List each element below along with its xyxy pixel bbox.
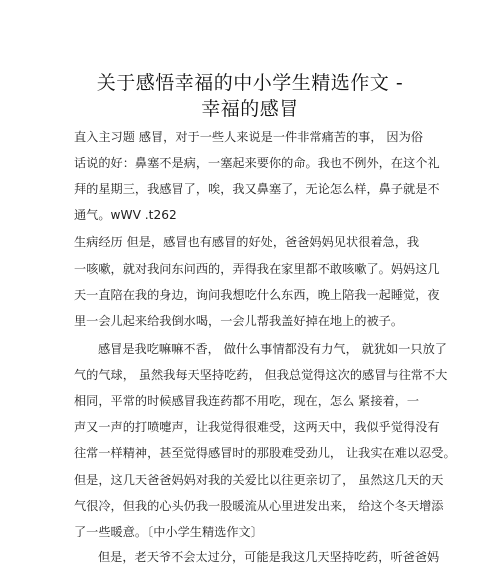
body-line: 通气。wWV .t262: [74, 208, 177, 222]
body-line: 感冒是我吃嘛嘛不香， 做什么事情都没有力气， 就犹如一只放了: [98, 342, 447, 356]
body-line: 但是，这几天爸爸妈妈对我的关爱比以往更亲切了， 虽然这几天的天: [74, 473, 444, 487]
body-line: 气很冷，但我的心头仍我一股暖流从心里进发出来， 给这个冬天增添: [74, 499, 444, 513]
body-line: 生病经历 但是，感冒也有感冒的好处，爸爸妈妈见状很着急，我: [74, 235, 420, 249]
body-line: 但是，老天爷不会太过分，可能是我这几天坚持吃药，听爸爸妈: [98, 550, 440, 564]
document-title-line-2: 幸福的感冒: [201, 98, 299, 120]
body-line: 拜的星期三，我感冒了，唉，我又鼻塞了，无论怎么样，鼻子就是不: [74, 182, 440, 196]
body-line: 相同，平常的时候感冒我连药都不用吃，现在，怎么 紧接着，一: [74, 394, 420, 408]
body-line: 一咳嗽，就对我问东问西的，弄得我在家里都不敢咳嗽了。妈妈这几: [74, 262, 440, 276]
body-line: 里一会儿起来给我倒水喝，一会儿帮我盖好掉在地上的被子。: [74, 314, 404, 328]
body-line: 话说的好：鼻塞不是病，一塞起来要你的命。我也不例外，在这个礼: [74, 156, 440, 170]
body-line: 了一些暖意。〔中小学生精选作文〕: [74, 525, 263, 539]
body-line: 声又一声的打喷嚏声，让我觉得很难受，这两天中，我似乎觉得没有: [74, 420, 440, 434]
body-line: 往常一样精神，甚至觉得感冒时的那股难受劲儿， 让我实在难以忍受。: [74, 446, 456, 460]
body-line: 气的气球， 虽然我每天坚持吃药， 但我总觉得这次的感冒与往常不大: [74, 368, 448, 382]
body-line: 直入主习题 感冒，对于一些人来说是一件非常痛苦的事， 因为俗: [74, 130, 423, 144]
body-line: 天一直陪在我的身边，询问我想吃什么东西，晚上陪我一起睡觉，夜: [74, 288, 440, 302]
document-title-line-1: 关于感悟幸福的中小学生精选作文 -: [96, 72, 404, 94]
